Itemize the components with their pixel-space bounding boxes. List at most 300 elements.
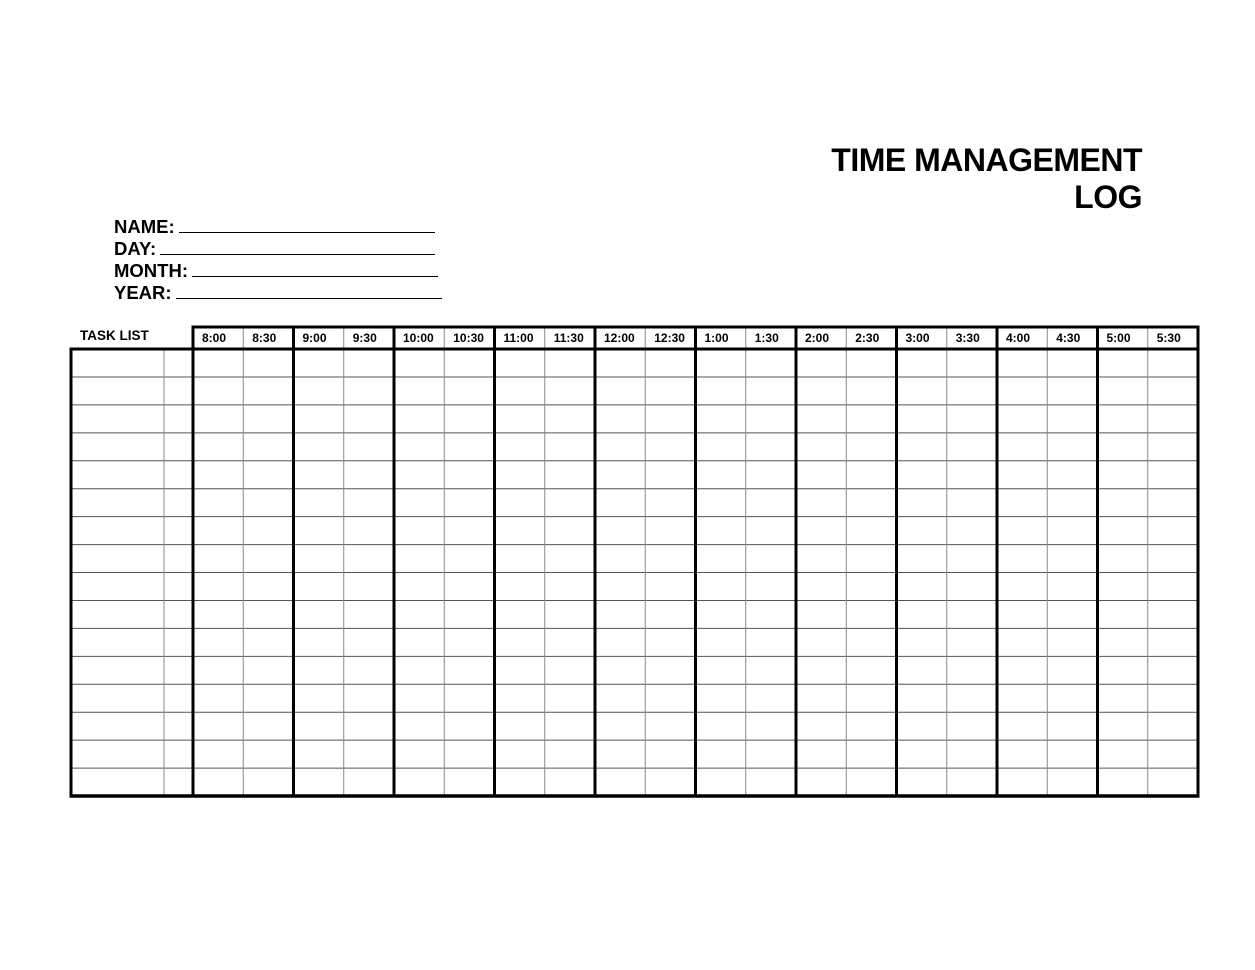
time-cell-2-00[interactable]: [796, 600, 846, 628]
time-cell-12-00[interactable]: [595, 545, 645, 573]
time-cell-4-30[interactable]: [1047, 684, 1097, 712]
time-cell-1-00[interactable]: [696, 656, 746, 684]
time-cell-2-00[interactable]: [796, 740, 846, 768]
time-cell-10-00[interactable]: [394, 461, 444, 489]
time-cell-8-30[interactable]: [243, 405, 293, 433]
task-name-cell[interactable]: [71, 740, 164, 768]
time-cell-11-30[interactable]: [545, 405, 595, 433]
time-cell-4-00[interactable]: [997, 377, 1047, 405]
time-cell-5-00[interactable]: [1098, 517, 1148, 545]
time-cell-12-00[interactable]: [595, 684, 645, 712]
time-cell-10-00[interactable]: [394, 433, 444, 461]
time-cell-2-00[interactable]: [796, 517, 846, 545]
task-marker-cell[interactable]: [164, 712, 193, 740]
time-cell-5-30[interactable]: [1148, 628, 1198, 656]
task-marker-cell[interactable]: [164, 628, 193, 656]
time-cell-2-30[interactable]: [846, 349, 896, 377]
time-cell-8-30[interactable]: [243, 461, 293, 489]
time-cell-11-00[interactable]: [495, 684, 545, 712]
time-cell-8-30[interactable]: [243, 740, 293, 768]
time-cell-12-00[interactable]: [595, 377, 645, 405]
time-cell-5-00[interactable]: [1098, 433, 1148, 461]
time-cell-2-00[interactable]: [796, 545, 846, 573]
time-cell-10-30[interactable]: [444, 349, 494, 377]
time-cell-12-00[interactable]: [595, 656, 645, 684]
time-cell-8-00[interactable]: [193, 684, 243, 712]
time-cell-5-00[interactable]: [1098, 740, 1148, 768]
time-cell-10-30[interactable]: [444, 377, 494, 405]
time-cell-11-00[interactable]: [495, 628, 545, 656]
task-marker-cell[interactable]: [164, 656, 193, 684]
time-cell-3-00[interactable]: [897, 349, 947, 377]
time-cell-4-30[interactable]: [1047, 712, 1097, 740]
task-name-cell[interactable]: [71, 433, 164, 461]
task-marker-cell[interactable]: [164, 573, 193, 601]
time-cell-11-30[interactable]: [545, 517, 595, 545]
time-cell-5-00[interactable]: [1098, 600, 1148, 628]
time-cell-12-00[interactable]: [595, 628, 645, 656]
time-cell-2-30[interactable]: [846, 712, 896, 740]
time-cell-9-00[interactable]: [294, 377, 344, 405]
task-marker-cell[interactable]: [164, 545, 193, 573]
time-cell-5-30[interactable]: [1148, 600, 1198, 628]
time-cell-4-00[interactable]: [997, 517, 1047, 545]
time-cell-1-30[interactable]: [746, 600, 796, 628]
time-cell-12-00[interactable]: [595, 405, 645, 433]
time-cell-8-00[interactable]: [193, 600, 243, 628]
time-cell-3-30[interactable]: [947, 712, 997, 740]
time-cell-2-00[interactable]: [796, 628, 846, 656]
time-cell-3-30[interactable]: [947, 740, 997, 768]
time-cell-3-30[interactable]: [947, 573, 997, 601]
time-cell-3-30[interactable]: [947, 600, 997, 628]
time-cell-5-30[interactable]: [1148, 712, 1198, 740]
time-cell-1-30[interactable]: [746, 628, 796, 656]
time-cell-5-00[interactable]: [1098, 461, 1148, 489]
time-cell-11-30[interactable]: [545, 489, 595, 517]
time-cell-9-30[interactable]: [344, 377, 394, 405]
time-cell-5-00[interactable]: [1098, 377, 1148, 405]
time-cell-2-00[interactable]: [796, 433, 846, 461]
time-cell-9-30[interactable]: [344, 768, 394, 796]
time-cell-12-30[interactable]: [645, 489, 695, 517]
time-cell-9-30[interactable]: [344, 573, 394, 601]
time-cell-12-00[interactable]: [595, 433, 645, 461]
time-cell-9-30[interactable]: [344, 489, 394, 517]
time-cell-12-30[interactable]: [645, 517, 695, 545]
time-cell-4-30[interactable]: [1047, 740, 1097, 768]
time-cell-12-30[interactable]: [645, 545, 695, 573]
time-cell-4-30[interactable]: [1047, 573, 1097, 601]
task-name-cell[interactable]: [71, 684, 164, 712]
task-marker-cell[interactable]: [164, 600, 193, 628]
time-cell-4-00[interactable]: [997, 684, 1047, 712]
time-cell-12-00[interactable]: [595, 517, 645, 545]
time-cell-12-00[interactable]: [595, 712, 645, 740]
time-cell-12-00[interactable]: [595, 489, 645, 517]
time-cell-5-30[interactable]: [1148, 489, 1198, 517]
time-cell-8-00[interactable]: [193, 405, 243, 433]
task-name-cell[interactable]: [71, 545, 164, 573]
time-cell-2-00[interactable]: [796, 768, 846, 796]
time-cell-12-30[interactable]: [645, 684, 695, 712]
time-cell-11-00[interactable]: [495, 656, 545, 684]
time-cell-12-30[interactable]: [645, 573, 695, 601]
time-cell-8-00[interactable]: [193, 461, 243, 489]
time-cell-4-00[interactable]: [997, 600, 1047, 628]
time-cell-4-00[interactable]: [997, 768, 1047, 796]
time-cell-5-30[interactable]: [1148, 684, 1198, 712]
time-cell-1-30[interactable]: [746, 573, 796, 601]
time-cell-3-30[interactable]: [947, 545, 997, 573]
time-cell-9-00[interactable]: [294, 461, 344, 489]
time-cell-2-00[interactable]: [796, 461, 846, 489]
time-cell-3-30[interactable]: [947, 628, 997, 656]
time-cell-1-30[interactable]: [746, 768, 796, 796]
time-cell-10-30[interactable]: [444, 517, 494, 545]
time-cell-11-30[interactable]: [545, 656, 595, 684]
time-cell-3-30[interactable]: [947, 461, 997, 489]
task-marker-cell[interactable]: [164, 349, 193, 377]
time-cell-10-00[interactable]: [394, 600, 444, 628]
time-cell-2-30[interactable]: [846, 377, 896, 405]
time-cell-9-30[interactable]: [344, 461, 394, 489]
time-cell-11-30[interactable]: [545, 377, 595, 405]
time-cell-12-00[interactable]: [595, 600, 645, 628]
time-cell-11-00[interactable]: [495, 768, 545, 796]
task-name-cell[interactable]: [71, 377, 164, 405]
time-cell-8-00[interactable]: [193, 768, 243, 796]
time-cell-5-00[interactable]: [1098, 545, 1148, 573]
time-cell-11-30[interactable]: [545, 461, 595, 489]
time-cell-11-00[interactable]: [495, 600, 545, 628]
time-cell-1-30[interactable]: [746, 377, 796, 405]
time-cell-4-00[interactable]: [997, 656, 1047, 684]
time-cell-5-30[interactable]: [1148, 740, 1198, 768]
task-name-cell[interactable]: [71, 628, 164, 656]
time-cell-5-30[interactable]: [1148, 517, 1198, 545]
time-cell-1-00[interactable]: [696, 461, 746, 489]
time-cell-11-30[interactable]: [545, 684, 595, 712]
time-cell-10-30[interactable]: [444, 461, 494, 489]
time-cell-11-00[interactable]: [495, 573, 545, 601]
time-cell-10-30[interactable]: [444, 684, 494, 712]
time-cell-1-30[interactable]: [746, 545, 796, 573]
time-cell-8-30[interactable]: [243, 573, 293, 601]
time-cell-9-30[interactable]: [344, 545, 394, 573]
time-cell-11-30[interactable]: [545, 349, 595, 377]
time-cell-5-30[interactable]: [1148, 768, 1198, 796]
time-cell-3-00[interactable]: [897, 768, 947, 796]
time-cell-9-00[interactable]: [294, 656, 344, 684]
time-cell-10-30[interactable]: [444, 405, 494, 433]
time-cell-3-00[interactable]: [897, 545, 947, 573]
time-cell-8-30[interactable]: [243, 517, 293, 545]
time-cell-12-30[interactable]: [645, 600, 695, 628]
time-cell-2-00[interactable]: [796, 656, 846, 684]
task-name-cell[interactable]: [71, 600, 164, 628]
time-cell-2-30[interactable]: [846, 433, 896, 461]
task-marker-cell[interactable]: [164, 377, 193, 405]
task-name-cell[interactable]: [71, 461, 164, 489]
time-cell-3-00[interactable]: [897, 433, 947, 461]
time-cell-10-30[interactable]: [444, 489, 494, 517]
time-cell-4-00[interactable]: [997, 489, 1047, 517]
task-marker-cell[interactable]: [164, 684, 193, 712]
time-cell-8-00[interactable]: [193, 545, 243, 573]
time-cell-12-30[interactable]: [645, 461, 695, 489]
time-cell-3-00[interactable]: [897, 740, 947, 768]
time-cell-5-00[interactable]: [1098, 573, 1148, 601]
time-cell-10-00[interactable]: [394, 349, 444, 377]
time-cell-10-30[interactable]: [444, 712, 494, 740]
time-cell-1-00[interactable]: [696, 740, 746, 768]
time-cell-2-30[interactable]: [846, 656, 896, 684]
time-cell-10-30[interactable]: [444, 628, 494, 656]
time-cell-11-00[interactable]: [495, 377, 545, 405]
time-cell-9-00[interactable]: [294, 600, 344, 628]
time-cell-4-30[interactable]: [1047, 545, 1097, 573]
time-cell-11-00[interactable]: [495, 517, 545, 545]
time-cell-12-30[interactable]: [645, 768, 695, 796]
time-cell-8-00[interactable]: [193, 656, 243, 684]
time-cell-9-30[interactable]: [344, 656, 394, 684]
time-cell-10-00[interactable]: [394, 712, 444, 740]
time-cell-3-30[interactable]: [947, 684, 997, 712]
time-cell-2-30[interactable]: [846, 461, 896, 489]
time-cell-1-00[interactable]: [696, 573, 746, 601]
time-cell-3-30[interactable]: [947, 405, 997, 433]
time-cell-10-00[interactable]: [394, 545, 444, 573]
time-cell-10-00[interactable]: [394, 628, 444, 656]
time-cell-10-30[interactable]: [444, 768, 494, 796]
time-cell-9-30[interactable]: [344, 517, 394, 545]
time-cell-5-00[interactable]: [1098, 405, 1148, 433]
time-cell-9-00[interactable]: [294, 433, 344, 461]
time-cell-9-30[interactable]: [344, 600, 394, 628]
time-cell-8-30[interactable]: [243, 489, 293, 517]
task-marker-cell[interactable]: [164, 768, 193, 796]
time-cell-10-00[interactable]: [394, 573, 444, 601]
time-cell-5-30[interactable]: [1148, 545, 1198, 573]
time-cell-9-00[interactable]: [294, 489, 344, 517]
time-cell-4-30[interactable]: [1047, 768, 1097, 796]
time-cell-5-00[interactable]: [1098, 768, 1148, 796]
task-name-cell[interactable]: [71, 573, 164, 601]
time-cell-1-30[interactable]: [746, 684, 796, 712]
time-cell-5-30[interactable]: [1148, 349, 1198, 377]
task-name-cell[interactable]: [71, 656, 164, 684]
time-cell-3-00[interactable]: [897, 628, 947, 656]
time-cell-8-30[interactable]: [243, 377, 293, 405]
time-cell-5-00[interactable]: [1098, 712, 1148, 740]
time-cell-1-00[interactable]: [696, 349, 746, 377]
time-cell-3-00[interactable]: [897, 461, 947, 489]
time-cell-12-30[interactable]: [645, 405, 695, 433]
time-cell-1-30[interactable]: [746, 405, 796, 433]
time-cell-12-00[interactable]: [595, 768, 645, 796]
time-cell-1-00[interactable]: [696, 684, 746, 712]
time-cell-8-30[interactable]: [243, 628, 293, 656]
task-name-cell[interactable]: [71, 489, 164, 517]
time-cell-8-30[interactable]: [243, 545, 293, 573]
time-cell-5-00[interactable]: [1098, 489, 1148, 517]
time-cell-9-00[interactable]: [294, 768, 344, 796]
time-cell-8-00[interactable]: [193, 349, 243, 377]
time-cell-5-30[interactable]: [1148, 433, 1198, 461]
time-cell-12-30[interactable]: [645, 740, 695, 768]
task-name-cell[interactable]: [71, 768, 164, 796]
time-cell-2-00[interactable]: [796, 377, 846, 405]
time-cell-5-00[interactable]: [1098, 628, 1148, 656]
time-cell-8-30[interactable]: [243, 349, 293, 377]
time-cell-3-00[interactable]: [897, 684, 947, 712]
time-cell-1-30[interactable]: [746, 712, 796, 740]
time-cell-1-30[interactable]: [746, 433, 796, 461]
time-cell-1-00[interactable]: [696, 377, 746, 405]
time-cell-10-30[interactable]: [444, 600, 494, 628]
time-cell-4-00[interactable]: [997, 461, 1047, 489]
time-cell-10-30[interactable]: [444, 433, 494, 461]
time-cell-3-00[interactable]: [897, 656, 947, 684]
time-cell-10-30[interactable]: [444, 545, 494, 573]
time-cell-1-30[interactable]: [746, 517, 796, 545]
task-marker-cell[interactable]: [164, 461, 193, 489]
time-cell-11-00[interactable]: [495, 461, 545, 489]
time-cell-5-30[interactable]: [1148, 461, 1198, 489]
time-cell-12-30[interactable]: [645, 712, 695, 740]
time-cell-4-30[interactable]: [1047, 349, 1097, 377]
time-cell-4-00[interactable]: [997, 433, 1047, 461]
task-marker-cell[interactable]: [164, 433, 193, 461]
time-cell-4-30[interactable]: [1047, 405, 1097, 433]
time-cell-9-00[interactable]: [294, 573, 344, 601]
time-cell-11-30[interactable]: [545, 545, 595, 573]
time-cell-11-30[interactable]: [545, 740, 595, 768]
time-cell-1-00[interactable]: [696, 712, 746, 740]
time-cell-2-30[interactable]: [846, 573, 896, 601]
time-cell-9-00[interactable]: [294, 349, 344, 377]
time-cell-1-30[interactable]: [746, 656, 796, 684]
time-cell-8-30[interactable]: [243, 656, 293, 684]
time-cell-3-00[interactable]: [897, 600, 947, 628]
time-cell-4-30[interactable]: [1047, 489, 1097, 517]
time-cell-4-30[interactable]: [1047, 433, 1097, 461]
time-cell-12-00[interactable]: [595, 573, 645, 601]
time-cell-12-30[interactable]: [645, 433, 695, 461]
time-cell-12-30[interactable]: [645, 628, 695, 656]
time-cell-8-30[interactable]: [243, 768, 293, 796]
time-cell-5-00[interactable]: [1098, 349, 1148, 377]
task-name-cell[interactable]: [71, 405, 164, 433]
time-cell-2-30[interactable]: [846, 768, 896, 796]
time-cell-4-30[interactable]: [1047, 461, 1097, 489]
time-cell-2-00[interactable]: [796, 712, 846, 740]
time-cell-11-00[interactable]: [495, 433, 545, 461]
time-cell-3-30[interactable]: [947, 349, 997, 377]
time-cell-2-00[interactable]: [796, 684, 846, 712]
time-cell-2-30[interactable]: [846, 489, 896, 517]
time-cell-1-00[interactable]: [696, 489, 746, 517]
time-cell-4-30[interactable]: [1047, 517, 1097, 545]
time-cell-1-30[interactable]: [746, 740, 796, 768]
time-cell-8-30[interactable]: [243, 684, 293, 712]
time-cell-8-30[interactable]: [243, 433, 293, 461]
time-cell-12-30[interactable]: [645, 377, 695, 405]
time-cell-9-30[interactable]: [344, 349, 394, 377]
time-cell-10-30[interactable]: [444, 656, 494, 684]
time-cell-10-00[interactable]: [394, 517, 444, 545]
time-cell-8-00[interactable]: [193, 573, 243, 601]
time-cell-4-30[interactable]: [1047, 628, 1097, 656]
time-cell-4-00[interactable]: [997, 545, 1047, 573]
time-cell-1-00[interactable]: [696, 600, 746, 628]
time-cell-4-30[interactable]: [1047, 656, 1097, 684]
time-cell-8-00[interactable]: [193, 740, 243, 768]
time-cell-5-30[interactable]: [1148, 405, 1198, 433]
time-cell-12-00[interactable]: [595, 740, 645, 768]
time-cell-3-30[interactable]: [947, 656, 997, 684]
time-cell-2-30[interactable]: [846, 740, 896, 768]
time-cell-9-00[interactable]: [294, 405, 344, 433]
time-cell-3-00[interactable]: [897, 517, 947, 545]
time-cell-2-00[interactable]: [796, 405, 846, 433]
time-cell-5-30[interactable]: [1148, 573, 1198, 601]
time-cell-3-30[interactable]: [947, 433, 997, 461]
time-cell-2-30[interactable]: [846, 545, 896, 573]
time-cell-3-30[interactable]: [947, 489, 997, 517]
time-cell-9-30[interactable]: [344, 405, 394, 433]
time-cell-4-00[interactable]: [997, 573, 1047, 601]
time-cell-10-30[interactable]: [444, 573, 494, 601]
time-cell-2-30[interactable]: [846, 600, 896, 628]
task-marker-cell[interactable]: [164, 740, 193, 768]
time-cell-11-00[interactable]: [495, 712, 545, 740]
time-cell-12-00[interactable]: [595, 349, 645, 377]
time-cell-2-00[interactable]: [796, 349, 846, 377]
time-cell-1-30[interactable]: [746, 489, 796, 517]
time-cell-3-00[interactable]: [897, 573, 947, 601]
time-cell-5-30[interactable]: [1148, 377, 1198, 405]
time-cell-1-00[interactable]: [696, 433, 746, 461]
time-cell-8-00[interactable]: [193, 628, 243, 656]
time-cell-11-30[interactable]: [545, 768, 595, 796]
task-name-cell[interactable]: [71, 712, 164, 740]
time-cell-4-00[interactable]: [997, 628, 1047, 656]
time-cell-11-30[interactable]: [545, 712, 595, 740]
time-cell-10-00[interactable]: [394, 740, 444, 768]
time-cell-1-30[interactable]: [746, 461, 796, 489]
time-cell-9-30[interactable]: [344, 684, 394, 712]
time-cell-11-00[interactable]: [495, 545, 545, 573]
time-cell-12-00[interactable]: [595, 461, 645, 489]
time-cell-11-00[interactable]: [495, 489, 545, 517]
time-cell-9-30[interactable]: [344, 628, 394, 656]
task-name-cell[interactable]: [71, 517, 164, 545]
time-cell-11-00[interactable]: [495, 405, 545, 433]
time-cell-5-00[interactable]: [1098, 656, 1148, 684]
time-cell-9-00[interactable]: [294, 712, 344, 740]
time-cell-4-00[interactable]: [997, 349, 1047, 377]
time-cell-3-30[interactable]: [947, 768, 997, 796]
time-cell-8-00[interactable]: [193, 712, 243, 740]
time-cell-11-30[interactable]: [545, 573, 595, 601]
time-cell-10-30[interactable]: [444, 740, 494, 768]
time-cell-10-00[interactable]: [394, 656, 444, 684]
time-cell-8-00[interactable]: [193, 517, 243, 545]
time-cell-5-00[interactable]: [1098, 684, 1148, 712]
time-cell-8-00[interactable]: [193, 489, 243, 517]
